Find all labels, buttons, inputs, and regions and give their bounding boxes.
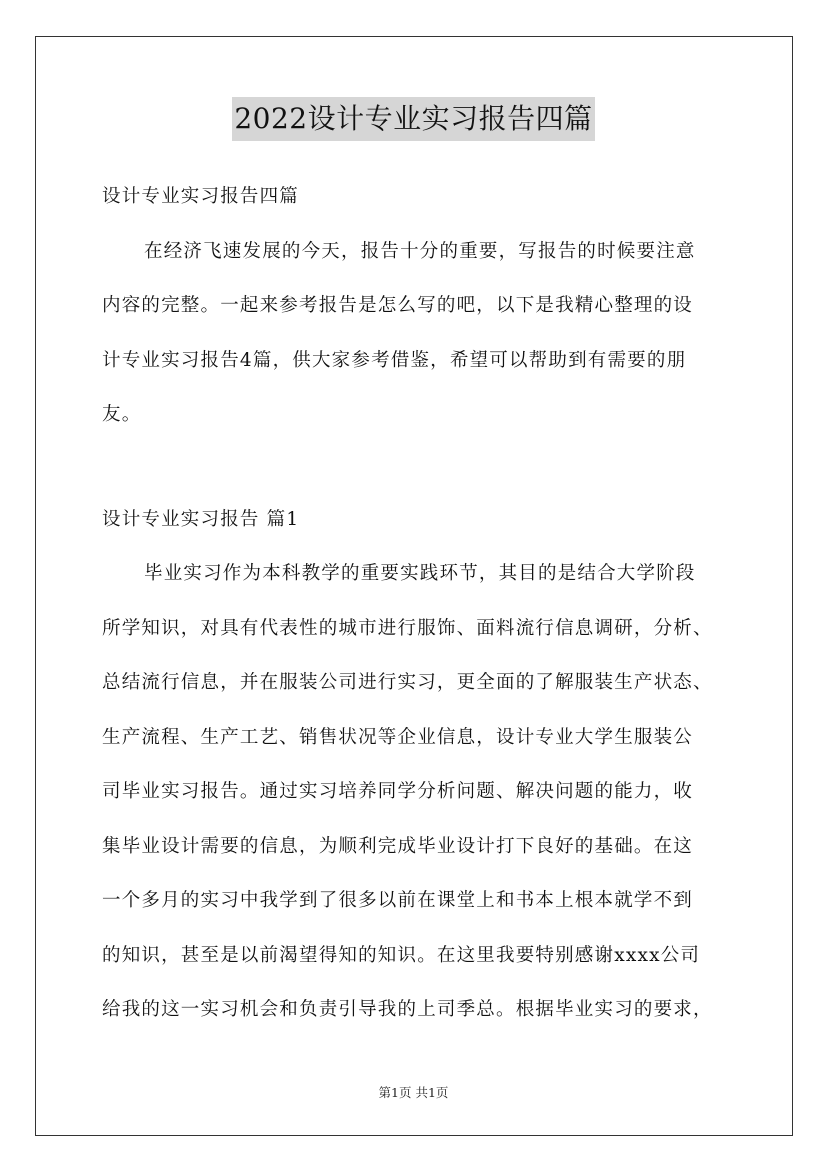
intro-line: 在经济飞速发展的今天，报告十分的重要，写报告的时候要注意 — [144, 240, 696, 262]
intro-line: 内容的完整。一起来参考报告是怎么写的吧，以下是我精心整理的设 — [102, 295, 694, 316]
paragraph-spacer — [102, 443, 738, 493]
section-line: 生产流程、生产工艺、销售状况等企业信息，设计专业大学生服装公 — [102, 726, 694, 748]
document-body — [102, 170, 738, 1038]
section-line: 毕业实习作为本科教学的重要实践环节，其目的是结合大学阶段 — [144, 563, 696, 584]
intro-line: 计专业实习报告4篇，供大家参考借鉴，希望可以帮助到有需要的朋 — [102, 349, 687, 371]
section-line: 的知识，甚至是以前渴望得知的知识。在这里我要特别感谢xxxx公司 — [102, 944, 701, 966]
page-number-footer: 第1页 共1页 — [378, 1085, 449, 1100]
intro-line: 友。 — [102, 404, 142, 425]
title-container — [0, 97, 827, 141]
section-line: 司毕业实习报告。通过实习培养同学分析问题、解决问题的能力，收 — [102, 781, 694, 802]
section-heading: 设计专业实习报告 篇1 — [102, 508, 300, 530]
document-title: 2022设计专业实习报告四篇 — [232, 97, 594, 141]
section-line: 给我的这一实习机会和负责引导我的上司季总。根据毕业实习的要求， — [102, 999, 713, 1020]
section-line: 一个多月的实习中我学到了很多以前在课堂上和书本上根本就学不到 — [102, 890, 694, 911]
section-line: 集毕业设计需要的信息，为顺利完成毕业设计打下良好的基础。在这 — [102, 835, 694, 857]
section-line: 所学知识，对具有代表性的城市进行服饰、面料流行信息调研，分析、 — [102, 617, 713, 639]
section-line: 总结流行信息，并在服装公司进行实习，更全面的了解服装生产状态、 — [102, 672, 713, 693]
document-subtitle: 设计专业实习报告四篇 — [102, 186, 300, 207]
